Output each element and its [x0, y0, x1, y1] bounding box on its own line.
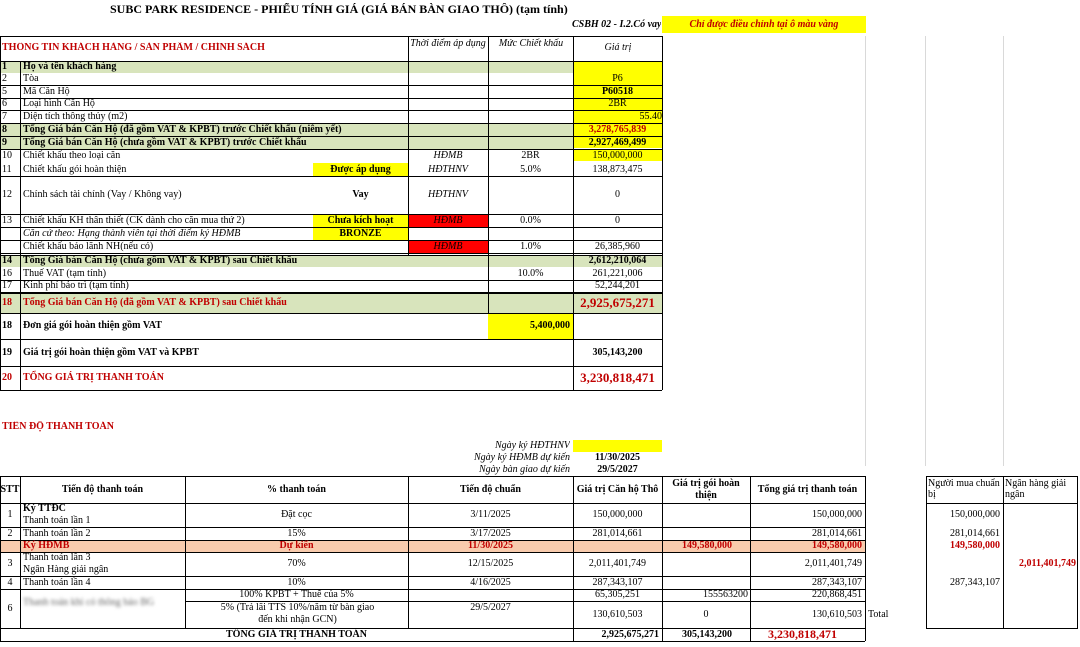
schedule-row-percent: Dự kiến — [279, 540, 314, 551]
row-number: 9 — [2, 137, 7, 148]
schedule-row-name: Thanh toán lần 3 — [23, 552, 91, 563]
schedule-row-number — [0, 540, 20, 552]
schedule-row-date: 3/11/2025 — [470, 509, 511, 520]
schedule-row-number: 3 — [7, 558, 13, 569]
row-number: 11 — [2, 164, 12, 175]
row-value — [573, 228, 662, 240]
row-discount: 10.0% — [517, 268, 544, 279]
row-label: Chiết khấu gói hoàn thiện — [23, 164, 127, 175]
row-value: 305,143,200 — [592, 347, 643, 358]
schedule-header: STT — [0, 484, 20, 495]
row-label: Tổng Giá bán Căn Hộ (đã gồm VAT & KPBT) sau Chiết khấu — [23, 297, 287, 308]
schedule-row-finish — [662, 527, 732, 540]
schedule-row-number: 1 — [7, 509, 13, 520]
row-label: Chính sách tài chính (Vay / Không vay) — [23, 189, 182, 200]
row-number: 16 — [2, 268, 12, 279]
row-number: 1 — [2, 61, 7, 72]
row-number: 19 — [2, 347, 12, 358]
schedule-row-number: 6 — [7, 603, 13, 614]
schedule-row-raw: 130,610,503 — [592, 609, 643, 620]
schedule-row-total: 281,014,661 — [812, 528, 862, 539]
schedule-row-finish: 0 — [703, 609, 709, 620]
row-flag: BRONZE — [339, 228, 382, 239]
side-header-buyer: Người mua chuẩn bị — [928, 478, 1000, 500]
schedule-row-number: 4 — [7, 577, 13, 588]
row-label: Tổng Giá bán Căn Hộ (đã gồm VAT & KPBT) trước Chiết khấu (niêm yết) — [23, 124, 342, 135]
row-number: 6 — [2, 98, 7, 109]
row-value: 150,000,000 — [592, 150, 643, 161]
schedule-row-raw: 281,014,661 — [592, 528, 643, 539]
schedule-row-total: 149,580,000 — [812, 540, 862, 551]
schedule-row-buyer — [926, 552, 1000, 576]
schedule-row-finish: 155563200 — [703, 589, 748, 600]
schedule-row-raw: 65,305,251 — [595, 589, 640, 600]
schedule-row-name: Thanh toán khi có thông báo BG — [23, 597, 155, 608]
row-number: 2 — [2, 73, 7, 84]
footer-finish-total: 305,143,200 — [682, 629, 732, 640]
row-value — [573, 61, 662, 73]
side-header-bank: Ngân hàng giải ngân — [1005, 478, 1067, 500]
row-value: 55.40 — [639, 111, 662, 122]
schedule-row-percent: 70% — [287, 558, 306, 569]
row-discount: 5.0% — [520, 164, 541, 175]
row-label: TỔNG GIÁ TRỊ THANH TOÁN — [23, 372, 164, 383]
schedule-row-date: 12/15/2025 — [467, 558, 514, 569]
schedule-row-buyer: 149,580,000 — [950, 540, 1000, 551]
schedule-date-label: Ngày ký HĐMB dự kiến — [474, 452, 570, 463]
schedule-header: % thanh toán — [267, 484, 326, 495]
schedule-row-buyer: 150,000,000 — [950, 509, 1000, 520]
row-value: P60518 — [601, 86, 634, 97]
row-label: Kinh phí bảo trì (tạm tính) — [23, 280, 129, 291]
row-number: 13 — [2, 215, 12, 226]
row-label: Chiết khấu KH thân thiết (CK dành cho căn mua thứ 2) — [23, 215, 245, 226]
row-number — [2, 240, 19, 253]
schedule-row-total: 130,610,503 — [812, 609, 862, 620]
schedule-header: Tiến độ thanh toán — [61, 484, 144, 495]
row-label: Tổng Giá bán Căn Hộ (chưa gồm VAT & KPBT) sau Chiết khấu — [23, 255, 298, 266]
schedule-row-total: 2,011,401,749 — [804, 558, 862, 569]
row-label: Chiết khấu theo loại căn — [23, 150, 121, 161]
row-time: HĐTHNV — [427, 189, 468, 200]
schedule-row-total: 287,343,107 — [812, 577, 862, 588]
schedule-row-name: Thanh toán lần 2 — [23, 528, 91, 539]
row-flag: Được áp dụng — [330, 164, 391, 175]
row-divider — [0, 253, 662, 254]
row-number: 8 — [2, 124, 7, 135]
row-discount — [488, 228, 573, 240]
row-label: Mã Căn Hộ — [23, 86, 70, 97]
sheet-title: SUBC PARK RESIDENCE - PHIẾU TÍNH GIÁ (GIÁ BÁN BÀN GIAO THÔ) (tạm tính) — [110, 3, 568, 15]
schedule-heading: TIẾN ĐỘ THANH TOÁN — [2, 421, 114, 432]
schedule-row-name: Ký TTĐC — [23, 503, 66, 514]
row-label: Giá trị gói hoàn thiện gồm VAT và KPBT — [23, 347, 199, 358]
schedule-row-percent: 10% — [287, 577, 306, 588]
schedule-row-bank — [1003, 503, 1076, 527]
schedule-header: Tổng giá trị thanh toán — [757, 484, 858, 495]
row-label: Tòa — [23, 73, 39, 84]
policy-code: CSBH 02 - I.2.Có vay — [572, 19, 662, 30]
col-discount-header: Mức Chiết khấu — [498, 38, 564, 49]
row-value: 2,612,210,064 — [588, 255, 647, 266]
row-label: Chiết khấu bảo lãnh NH(nếu có) — [23, 241, 154, 252]
schedule-row-date: 4/16/2025 — [470, 577, 511, 588]
schedule-header: Giá trị gói hoàn thiện — [672, 478, 740, 501]
schedule-row-subname: Ngân Hàng giải ngân — [23, 564, 109, 575]
footer-label: TỔNG GIÁ TRỊ THANH TOÁN — [226, 629, 367, 640]
schedule-row-raw: 150,000,000 — [592, 509, 643, 520]
row-value: 26,385,960 — [595, 241, 640, 252]
schedule-row-bank — [1003, 527, 1076, 540]
row-value: 261,221,006 — [592, 268, 643, 279]
schedule-row-raw: 287,343,107 — [592, 577, 643, 588]
row-time: HĐMB — [433, 150, 463, 161]
schedule-date-value: 29/5/2027 — [597, 464, 638, 475]
schedule-row-finish: 149,580,000 — [682, 540, 732, 551]
schedule-row-name: Thanh toán lần 4 — [23, 577, 91, 588]
schedule-row-total: 150,000,000 — [812, 509, 862, 520]
row-value: 3,278,765,839 — [588, 124, 647, 135]
row-discount: 2BR — [521, 150, 540, 161]
schedule-row-finish — [662, 576, 732, 589]
row-label: Căn cứ theo: Hạng thành viên tại thời điểm ký HĐMB — [23, 228, 241, 239]
schedule-row-extra: Total — [868, 609, 889, 620]
schedule-row-bank: 2,011,401,749 — [1019, 558, 1076, 569]
row-value: 2BR — [608, 98, 627, 109]
schedule-row-finish — [662, 552, 732, 576]
footer-grand-total: 3,230,818,471 — [768, 627, 837, 641]
schedule-date-label: Ngày bàn giao dự kiến — [479, 464, 570, 475]
schedule-row-total: 220,868,451 — [812, 589, 862, 600]
row-label: Thuế VAT (tạm tính) — [23, 268, 107, 279]
row-divider — [185, 601, 865, 602]
schedule-row-percent: 100% KPBT + Thuế của 5% — [239, 589, 354, 600]
schedule-row-percent-note: 5% (Trả lãi TTS 10%/năm từ bàn giao đến khi nhận GCN) — [220, 602, 375, 625]
row-number — [2, 228, 19, 240]
col-value-header: Giá trị — [604, 42, 632, 53]
row-value: 52,244,201 — [595, 280, 640, 291]
row-number: 18 — [2, 320, 12, 331]
row-number: 10 — [2, 150, 12, 161]
row-discount: 0.0% — [520, 215, 541, 226]
schedule-row-date: 11/30/2025 — [467, 540, 513, 551]
row-flag: Vay — [352, 189, 369, 200]
schedule-row-buyer: 281,014,661 — [950, 528, 1000, 539]
schedule-row-bank — [1003, 576, 1076, 589]
schedule-row-subname: Thanh toán lần 1 — [23, 515, 91, 526]
schedule-row-number: 2 — [7, 528, 13, 539]
row-value: P6 — [612, 73, 623, 84]
row-time — [408, 228, 488, 240]
edit-note: Chỉ được điều chỉnh tại ô màu vàng — [662, 16, 866, 33]
footer-raw-total: 2,925,675,271 — [601, 629, 659, 640]
row-value — [573, 313, 662, 339]
row-number: 12 — [2, 189, 12, 200]
col-time-header: Thời điểm áp dụng — [410, 38, 486, 49]
row-number: 18 — [2, 297, 12, 308]
section-label: THÔNG TIN KHÁCH HÀNG / SẢN PHẨM / CHÍNH SÁCH — [2, 42, 265, 53]
row-time: HĐMB — [433, 241, 463, 252]
schedule-row-buyer: 287,343,107 — [950, 577, 1000, 588]
row-label: Diện tích thông thủy (m2) — [23, 111, 128, 122]
schedule-row-percent: Đặt cọc — [281, 509, 312, 520]
row-label: Họ và tên khách hàng — [23, 61, 117, 72]
row-flag: Chưa kích hoạt — [327, 215, 394, 226]
row-number: 5 — [2, 86, 7, 97]
row-value: 138,873,475 — [592, 164, 643, 175]
schedule-row-bank — [1003, 540, 1076, 552]
row-discount: 1.0% — [520, 241, 541, 252]
schedule-row-date: 29/5/2027 — [470, 602, 511, 613]
schedule-row-raw: 2,011,401,749 — [588, 558, 647, 569]
row-number: 14 — [2, 255, 12, 266]
schedule-date-value: 11/30/2025 — [594, 452, 640, 463]
row-value: 3,230,818,471 — [580, 370, 655, 385]
row-discount — [488, 280, 573, 292]
schedule-row-percent: 15% — [287, 528, 306, 539]
row-time: HĐMB — [433, 215, 463, 226]
row-label: Tổng Giá bán Căn Hộ (chưa gồm VAT & KPBT) trước Chiết khấu — [23, 137, 307, 148]
row-number: 20 — [2, 372, 12, 383]
row-number: 17 — [2, 280, 12, 291]
row-label: Loại hình Căn Hộ — [23, 98, 95, 109]
schedule-header: Tiến độ chuẩn — [460, 484, 521, 495]
schedule-header: Giá trị Căn hộ Thô — [576, 484, 659, 495]
schedule-row-name: Ký HĐMB — [23, 540, 70, 551]
row-value: 0 — [615, 215, 620, 226]
row-value: 2,925,675,271 — [580, 295, 655, 310]
schedule-row-raw — [573, 540, 662, 552]
row-value: 2,927,469,499 — [588, 137, 647, 148]
row-label: Đơn giá gói hoàn thiện gồm VAT — [23, 320, 162, 331]
schedule-row-finish — [662, 503, 732, 527]
row-discount: 5,400,000 — [530, 320, 570, 331]
row-time: HĐTHNV — [427, 164, 468, 175]
row-discount — [488, 176, 573, 214]
schedule-date-label: Ngày ký HĐTHNV — [495, 440, 570, 451]
schedule-row-date: 3/17/2025 — [470, 528, 511, 539]
row-number: 7 — [2, 111, 7, 122]
row-value: 0 — [615, 189, 620, 200]
